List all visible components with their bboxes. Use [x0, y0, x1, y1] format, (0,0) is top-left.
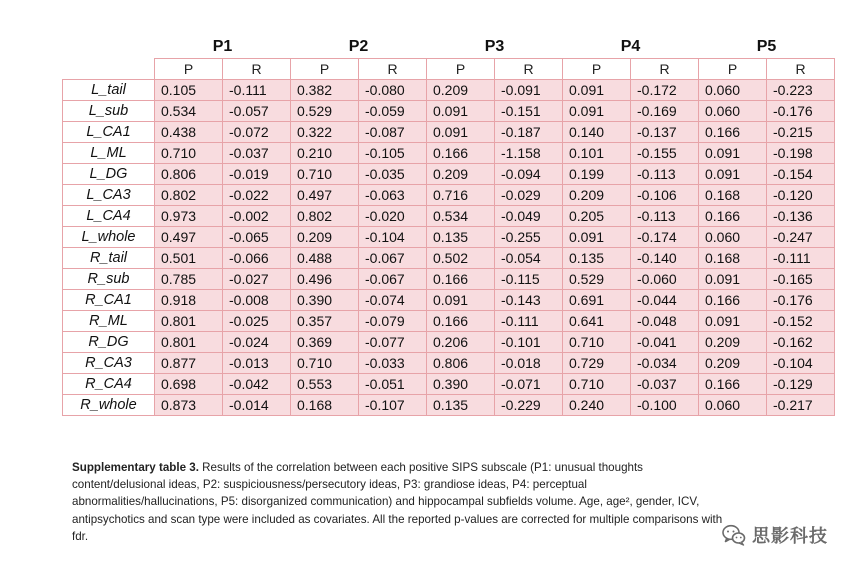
- group-header-row: [63, 34, 835, 58]
- r-value-cell: -0.077: [359, 331, 427, 352]
- subheader-cell: P: [427, 58, 495, 79]
- p-value-cell: 0.534: [155, 100, 223, 121]
- row-label: R_CA1: [63, 289, 155, 310]
- r-value-cell: -0.020: [359, 205, 427, 226]
- r-value-cell: -0.165: [767, 268, 835, 289]
- p-value-cell: 0.060: [699, 100, 767, 121]
- row-label: L_CA3: [63, 184, 155, 205]
- p-value-cell: 0.497: [291, 184, 359, 205]
- p-value-cell: 0.529: [563, 268, 631, 289]
- r-value-cell: -0.115: [495, 268, 563, 289]
- table-row: [63, 226, 835, 247]
- p-value-cell: 0.802: [155, 184, 223, 205]
- p-value-cell: 0.168: [291, 394, 359, 415]
- p-value-cell: 0.369: [291, 331, 359, 352]
- p-value-cell: 0.357: [291, 310, 359, 331]
- r-value-cell: -0.104: [359, 226, 427, 247]
- p-value-cell: 0.091: [563, 100, 631, 121]
- table-row: [63, 100, 835, 121]
- r-value-cell: -0.255: [495, 226, 563, 247]
- p-value-cell: 0.918: [155, 289, 223, 310]
- r-value-cell: -0.100: [631, 394, 699, 415]
- p-value-cell: 0.801: [155, 331, 223, 352]
- p-value-cell: 0.135: [563, 247, 631, 268]
- r-value-cell: -0.176: [767, 100, 835, 121]
- p-value-cell: 0.390: [291, 289, 359, 310]
- r-value-cell: -1.158: [495, 142, 563, 163]
- row-label: L_CA4: [63, 205, 155, 226]
- table-row: [63, 205, 835, 226]
- r-value-cell: -0.027: [223, 268, 291, 289]
- p-value-cell: 0.973: [155, 205, 223, 226]
- r-value-cell: -0.136: [767, 205, 835, 226]
- group-header-p3: P3: [484, 37, 505, 55]
- r-value-cell: -0.013: [223, 352, 291, 373]
- p-value-cell: 0.710: [563, 373, 631, 394]
- p-value-cell: 0.166: [699, 121, 767, 142]
- r-value-cell: -0.120: [767, 184, 835, 205]
- p-value-cell: 0.209: [563, 184, 631, 205]
- p-value-cell: 0.105: [155, 79, 223, 100]
- row-label: L_DG: [63, 163, 155, 184]
- p-value-cell: 0.091: [699, 163, 767, 184]
- r-value-cell: -0.106: [631, 184, 699, 205]
- p-value-cell: 0.801: [155, 310, 223, 331]
- r-value-cell: -0.066: [223, 247, 291, 268]
- r-value-cell: -0.002: [223, 205, 291, 226]
- r-value-cell: -0.174: [631, 226, 699, 247]
- p-value-cell: 0.209: [427, 79, 495, 100]
- r-value-cell: -0.223: [767, 79, 835, 100]
- r-value-cell: -0.054: [495, 247, 563, 268]
- r-value-cell: -0.152: [767, 310, 835, 331]
- r-value-cell: -0.091: [495, 79, 563, 100]
- subheader-cell: P: [563, 58, 631, 79]
- row-label: L_tail: [63, 79, 155, 100]
- r-value-cell: -0.024: [223, 331, 291, 352]
- r-value-cell: -0.104: [767, 352, 835, 373]
- r-value-cell: -0.094: [495, 163, 563, 184]
- r-value-cell: -0.111: [223, 79, 291, 100]
- subheader-cell: R: [767, 58, 835, 79]
- wechat-icon: [722, 524, 746, 546]
- group-header-p1: P1: [212, 37, 233, 55]
- row-label: R_CA4: [63, 373, 155, 394]
- p-value-cell: 0.873: [155, 394, 223, 415]
- p-value-cell: 0.091: [427, 121, 495, 142]
- r-value-cell: -0.140: [631, 247, 699, 268]
- p-value-cell: 0.060: [699, 79, 767, 100]
- p-value-cell: 0.135: [427, 226, 495, 247]
- p-value-cell: 0.209: [427, 163, 495, 184]
- row-label: R_whole: [63, 394, 155, 415]
- caption-label: Supplementary table 3.: [72, 461, 199, 474]
- row-label: R_CA3: [63, 352, 155, 373]
- p-value-cell: 0.166: [427, 268, 495, 289]
- table-row: [63, 331, 835, 352]
- table-row: [63, 268, 835, 289]
- watermark-text: 思影科技: [752, 526, 828, 546]
- r-value-cell: -0.067: [359, 268, 427, 289]
- p-value-cell: 0.205: [563, 205, 631, 226]
- row-label: R_ML: [63, 310, 155, 331]
- p-value-cell: 0.140: [563, 121, 631, 142]
- subheader-cell: P: [291, 58, 359, 79]
- r-value-cell: -0.137: [631, 121, 699, 142]
- row-label: R_DG: [63, 331, 155, 352]
- r-value-cell: -0.155: [631, 142, 699, 163]
- row-label: L_whole: [63, 226, 155, 247]
- p-value-cell: 0.710: [155, 142, 223, 163]
- group-header-p5: P5: [756, 37, 777, 55]
- p-value-cell: 0.710: [563, 331, 631, 352]
- r-value-cell: -0.080: [359, 79, 427, 100]
- r-value-cell: -0.051: [359, 373, 427, 394]
- table-row: [63, 247, 835, 268]
- row-label: R_sub: [63, 268, 155, 289]
- r-value-cell: -0.044: [631, 289, 699, 310]
- r-value-cell: -0.101: [495, 331, 563, 352]
- results-table: [62, 34, 835, 416]
- r-value-cell: -0.217: [767, 394, 835, 415]
- r-value-cell: -0.172: [631, 79, 699, 100]
- p-value-cell: 0.166: [699, 373, 767, 394]
- table-body: [63, 79, 835, 415]
- p-value-cell: 0.785: [155, 268, 223, 289]
- subheader-cell: R: [223, 58, 291, 79]
- r-value-cell: -0.187: [495, 121, 563, 142]
- p-value-cell: 0.716: [427, 184, 495, 205]
- subheader-cell: P: [155, 58, 223, 79]
- p-value-cell: 0.168: [699, 247, 767, 268]
- r-value-cell: -0.176: [767, 289, 835, 310]
- p-value-cell: 0.488: [291, 247, 359, 268]
- r-value-cell: -0.107: [359, 394, 427, 415]
- r-value-cell: -0.063: [359, 184, 427, 205]
- r-value-cell: -0.129: [767, 373, 835, 394]
- p-value-cell: 0.698: [155, 373, 223, 394]
- r-value-cell: -0.033: [359, 352, 427, 373]
- p-value-cell: 0.091: [699, 142, 767, 163]
- p-value-cell: 0.091: [699, 310, 767, 331]
- table-row: [63, 79, 835, 100]
- p-value-cell: 0.322: [291, 121, 359, 142]
- p-value-cell: 0.166: [699, 205, 767, 226]
- row-label: L_sub: [63, 100, 155, 121]
- r-value-cell: -0.025: [223, 310, 291, 331]
- p-value-cell: 0.166: [427, 310, 495, 331]
- r-value-cell: -0.105: [359, 142, 427, 163]
- p-value-cell: 0.209: [699, 352, 767, 373]
- p-value-cell: 0.438: [155, 121, 223, 142]
- p-value-cell: 0.199: [563, 163, 631, 184]
- group-header-p4: P4: [620, 37, 641, 55]
- p-value-cell: 0.101: [563, 142, 631, 163]
- row-label: L_CA1: [63, 121, 155, 142]
- r-value-cell: -0.019: [223, 163, 291, 184]
- r-value-cell: -0.247: [767, 226, 835, 247]
- r-value-cell: -0.072: [223, 121, 291, 142]
- r-value-cell: -0.143: [495, 289, 563, 310]
- p-value-cell: 0.060: [699, 226, 767, 247]
- p-value-cell: 0.240: [563, 394, 631, 415]
- r-value-cell: -0.113: [631, 163, 699, 184]
- p-value-cell: 0.641: [563, 310, 631, 331]
- p-value-cell: 0.390: [427, 373, 495, 394]
- r-value-cell: -0.049: [495, 205, 563, 226]
- p-value-cell: 0.135: [427, 394, 495, 415]
- p-value-cell: 0.534: [427, 205, 495, 226]
- caption-text: Results of the correlation between each positive SIPS subscale (P1: unusual thoughts content/delusional ideas, P2: suspiciousness/persecutory ideas, P3: grandiose ideas, P4: perceptual abnormalities/hallucinations, P5: disorganized communication) and hippocampal subfields volume. Age, age², gender, ICV, antipsychotics and scan type were included as covariates. All the reported p-values are corrected for multiple comparisons with fdr.: [72, 461, 723, 543]
- table-row: [63, 352, 835, 373]
- table-row: [63, 184, 835, 205]
- subheader-cell: R: [359, 58, 427, 79]
- table-row: [63, 310, 835, 331]
- p-value-cell: 0.553: [291, 373, 359, 394]
- r-value-cell: -0.087: [359, 121, 427, 142]
- row-label: L_ML: [63, 142, 155, 163]
- p-value-cell: 0.501: [155, 247, 223, 268]
- p-value-cell: 0.209: [291, 226, 359, 247]
- p-value-cell: 0.806: [155, 163, 223, 184]
- r-value-cell: -0.111: [767, 247, 835, 268]
- p-value-cell: 0.802: [291, 205, 359, 226]
- p-value-cell: 0.091: [563, 226, 631, 247]
- p-value-cell: 0.166: [427, 142, 495, 163]
- table-row: [63, 142, 835, 163]
- p-value-cell: 0.091: [427, 289, 495, 310]
- p-value-cell: 0.496: [291, 268, 359, 289]
- subheader-cell: R: [631, 58, 699, 79]
- subheader-blank: [63, 58, 155, 79]
- p-value-cell: 0.166: [699, 289, 767, 310]
- p-value-cell: 0.691: [563, 289, 631, 310]
- p-value-cell: 0.206: [427, 331, 495, 352]
- p-value-cell: 0.497: [155, 226, 223, 247]
- r-value-cell: -0.048: [631, 310, 699, 331]
- r-value-cell: -0.057: [223, 100, 291, 121]
- r-value-cell: -0.029: [495, 184, 563, 205]
- p-value-cell: 0.710: [291, 352, 359, 373]
- r-value-cell: -0.162: [767, 331, 835, 352]
- r-value-cell: -0.215: [767, 121, 835, 142]
- table-row: [63, 163, 835, 184]
- r-value-cell: -0.034: [631, 352, 699, 373]
- p-value-cell: 0.091: [699, 268, 767, 289]
- r-value-cell: -0.071: [495, 373, 563, 394]
- r-value-cell: -0.111: [495, 310, 563, 331]
- r-value-cell: -0.014: [223, 394, 291, 415]
- r-value-cell: -0.065: [223, 226, 291, 247]
- watermark: [722, 522, 828, 548]
- r-value-cell: -0.037: [631, 373, 699, 394]
- results-table-container: [62, 34, 835, 416]
- row-label: R_tail: [63, 247, 155, 268]
- r-value-cell: -0.198: [767, 142, 835, 163]
- table-row: [63, 289, 835, 310]
- table-row: [63, 394, 835, 415]
- subheader-row: [63, 58, 835, 79]
- p-value-cell: 0.091: [427, 100, 495, 121]
- r-value-cell: -0.229: [495, 394, 563, 415]
- p-value-cell: 0.091: [563, 79, 631, 100]
- r-value-cell: -0.035: [359, 163, 427, 184]
- p-value-cell: 0.168: [699, 184, 767, 205]
- r-value-cell: -0.018: [495, 352, 563, 373]
- r-value-cell: -0.067: [359, 247, 427, 268]
- r-value-cell: -0.074: [359, 289, 427, 310]
- table-row: [63, 121, 835, 142]
- p-value-cell: 0.529: [291, 100, 359, 121]
- r-value-cell: -0.042: [223, 373, 291, 394]
- group-header-blank: [63, 34, 155, 58]
- r-value-cell: -0.041: [631, 331, 699, 352]
- r-value-cell: -0.169: [631, 100, 699, 121]
- p-value-cell: 0.710: [291, 163, 359, 184]
- r-value-cell: -0.022: [223, 184, 291, 205]
- r-value-cell: -0.060: [631, 268, 699, 289]
- table-row: [63, 373, 835, 394]
- p-value-cell: 0.382: [291, 79, 359, 100]
- p-value-cell: 0.877: [155, 352, 223, 373]
- p-value-cell: 0.209: [699, 331, 767, 352]
- subheader-cell: R: [495, 58, 563, 79]
- r-value-cell: -0.154: [767, 163, 835, 184]
- p-value-cell: 0.502: [427, 247, 495, 268]
- r-value-cell: -0.113: [631, 205, 699, 226]
- p-value-cell: 0.060: [699, 394, 767, 415]
- subheader-cell: P: [699, 58, 767, 79]
- r-value-cell: -0.008: [223, 289, 291, 310]
- r-value-cell: -0.079: [359, 310, 427, 331]
- group-header-p2: P2: [348, 37, 369, 55]
- table-caption: [72, 459, 732, 545]
- r-value-cell: -0.151: [495, 100, 563, 121]
- r-value-cell: -0.059: [359, 100, 427, 121]
- p-value-cell: 0.210: [291, 142, 359, 163]
- p-value-cell: 0.806: [427, 352, 495, 373]
- r-value-cell: -0.037: [223, 142, 291, 163]
- p-value-cell: 0.729: [563, 352, 631, 373]
